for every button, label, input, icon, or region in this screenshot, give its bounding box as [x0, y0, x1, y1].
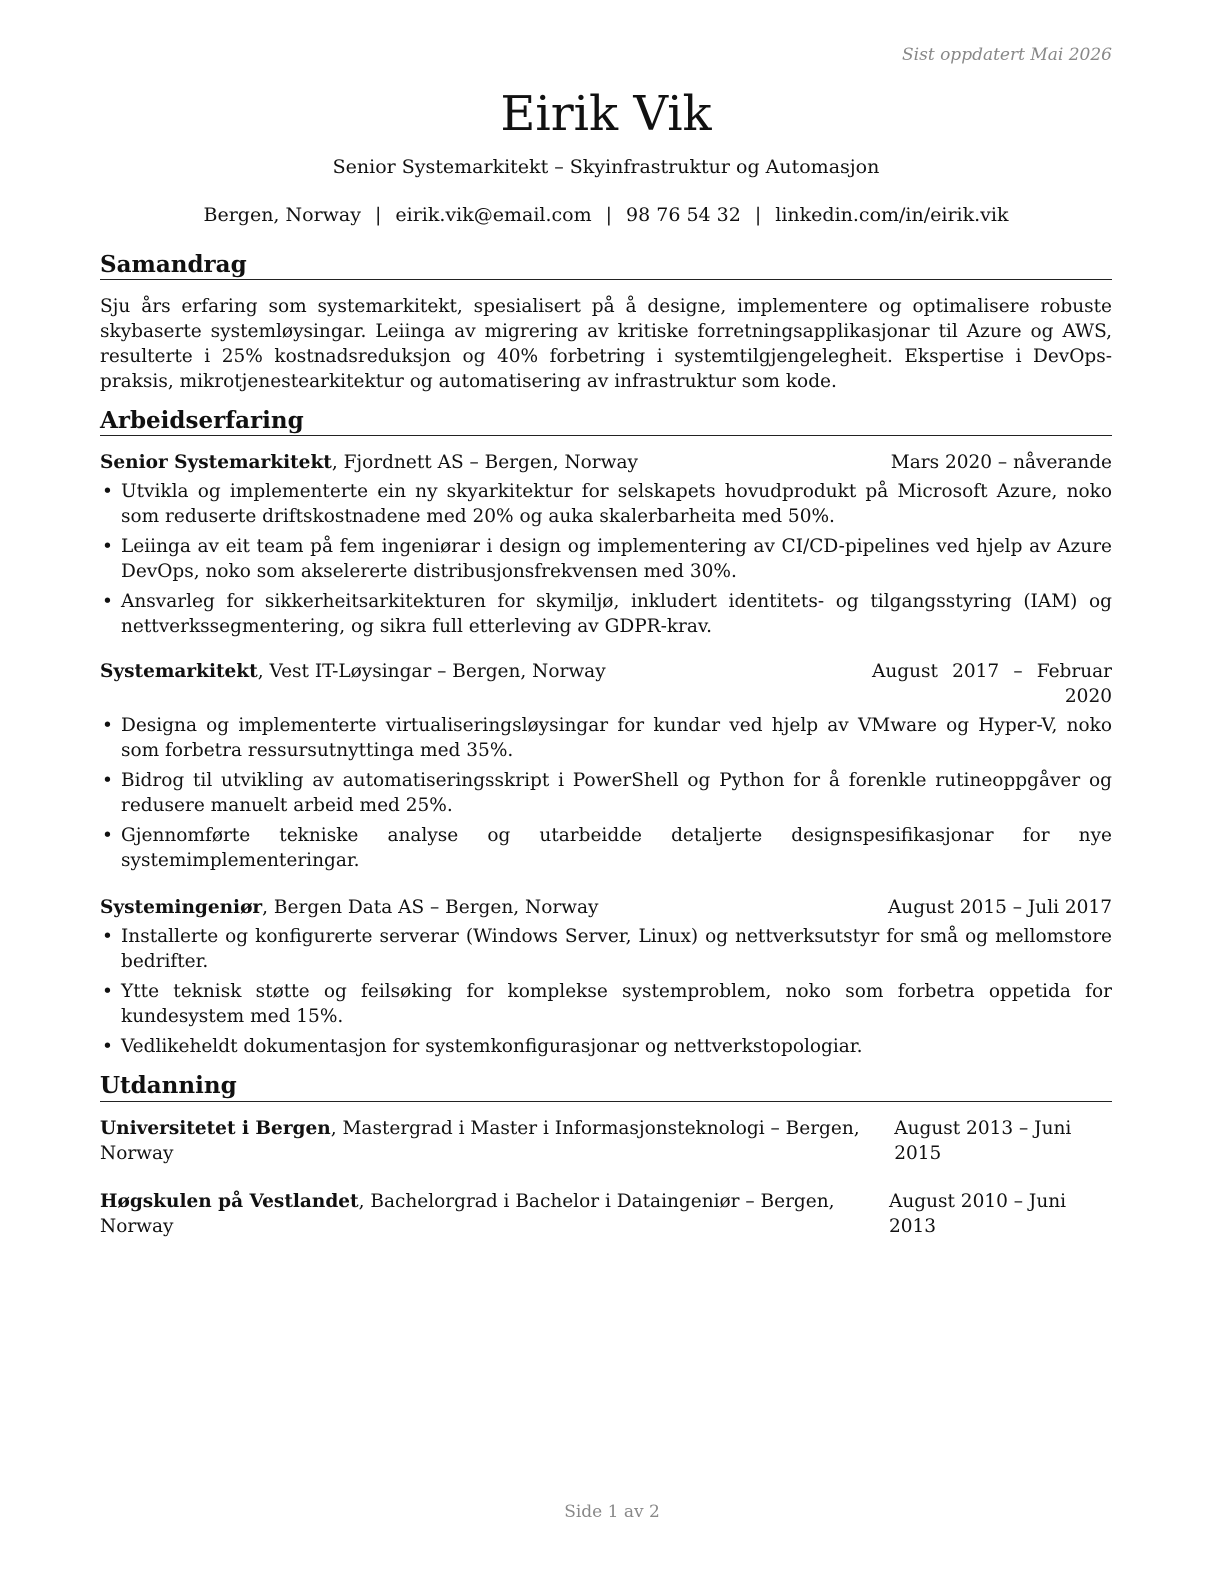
education-institution: Høgskulen på Vestlandet [100, 1190, 359, 1212]
contact-email[interactable]: eirik.vik@email.com [395, 203, 592, 226]
section-title-summary: Samandrag [100, 252, 1112, 280]
job-entry [100, 450, 1112, 639]
education-detail: , Bachelorgrad i Bachelor i Dataingeniør – Bergen, Norway [100, 1190, 835, 1237]
separator: | [605, 203, 613, 226]
bullet-item: • Installerte og konfigurerte serverar (Windows Server, Linux) og nettverksutstyr for små og mellomstore bedrifter. [100, 924, 1112, 974]
contact-line [100, 204, 1112, 226]
job-dates: Mars 2020 – nåverande [890, 452, 1112, 474]
job-header [100, 450, 1112, 475]
job-role: Senior Systemarkitekt [100, 452, 332, 474]
job-org: , Vest IT-Løysingar – Bergen, Norway [257, 661, 606, 683]
contact-phone[interactable]: 98 76 54 32 [626, 203, 741, 226]
education-detail: , Mastergrad i Master i Informasjonsteknologi – Bergen, Norway [100, 1117, 860, 1164]
education-dates: August 2010 – Juni 2013 [888, 1190, 1067, 1237]
job-dates: August 2015 – Juli 2017 [887, 897, 1112, 919]
headline: Senior Systemarkitekt – Skyinfrastruktur og Automasjon [332, 155, 880, 178]
contact-linkedin[interactable]: linkedin.com/in/eirik.vik [775, 203, 1009, 226]
job-org: , Fjordnett AS – Bergen, Norway [331, 452, 638, 474]
separator: | [374, 203, 382, 226]
job-dates: August 2017 – Februar 2020 [872, 661, 1112, 708]
bullet-item: • Gjennomførte tekniske analyse og utarbeidde detaljerte designspesifikasjonar for nye systemimplementeringar. [100, 823, 1112, 873]
bullet-item: • Utvikla og implementerte ein ny skyarkitektur for selskapets hovudprodukt på Microsoft Azure, noko som reduserte driftskostnadene med 20% og auka skalerbarheita med 50%. [100, 479, 1112, 529]
job-role: Systemingeniør [100, 897, 263, 919]
job-header [100, 895, 1112, 920]
section-title-education: Utdanning [100, 1073, 1112, 1101]
bullet-item: • Ytte teknisk støtte og feilsøking for komplekse systemproblem, noko som forbetra oppetida for kundesystem med 15%. [100, 979, 1112, 1029]
education-institution: Universitetet i Bergen [100, 1117, 331, 1139]
bullet-item: • Ansvarleg for sikkerheitsarkitekturen for skymiljø, inkludert identitets- og tilgangsstyring (IAM) og nettverkssegmentering, og sikra full etterleving av GDPR-krav. [100, 589, 1112, 639]
summary-text: Sju års erfaring som systemarkitekt, spesialisert på å designe, implementere og optimalisere robuste skybaserte systemløysingar. Leiinga av migrering av kritiske forretningsapplikasjonar til Azure og AWS, resulterte i 25% kostnadsreduksjon og 40% forbetring i systemtilgjengelegheit. Ekspertise i DevOps-praksis, mikrotjenestearkitektur og automatisering av infrastruktur som kode. [100, 296, 1112, 393]
experience-section [100, 408, 1112, 1059]
job-role: Systemarkitekt [100, 661, 258, 683]
person-name: Eirik Vik [500, 86, 712, 142]
bullet-item: • Leiinga av eit team på fem ingeniørar i design og implementering av CI/CD-pipelines ved hjelp av Azure DevOps, noko som akselererte distribusjonsfrekvensen med 30%. [100, 534, 1112, 584]
section-title-experience: Arbeidserfaring [100, 408, 1112, 436]
summary-section [100, 252, 1112, 394]
education-entry [100, 1189, 1112, 1239]
last-updated: Sist oppdatert Mai 2026 [902, 45, 1112, 65]
job-org: , Bergen Data AS – Bergen, Norway [262, 897, 599, 919]
bullet-item: • Vedlikeheldt dokumentasjon for systemkonfigurasjonar og nettverkstopologiar. [100, 1034, 1112, 1059]
bullet-item: • Designa og implementerte virtualiseringsløysingar for kundar ved hjelp av VMware og Hyper-V, noko som forbetra ressursutnyttinga med 35%. [100, 713, 1112, 763]
job-bullets [100, 479, 1112, 639]
page-number: Side 1 av 2 [564, 1502, 660, 1522]
job-entry [100, 895, 1112, 1059]
separator: | [754, 203, 762, 226]
job-bullets [100, 713, 1112, 873]
education-entry [100, 1116, 1112, 1166]
contact-location: Bergen, Norway [203, 203, 361, 226]
job-entry [100, 659, 1112, 873]
job-bullets [100, 924, 1112, 1059]
education-dates: August 2013 – Juni 2015 [894, 1117, 1072, 1164]
bullet-item: • Bidrog til utvikling av automatiseringsskript i PowerShell og Python for å forenkle rutineoppgåver og redusere manuelt arbeid med 25%. [100, 768, 1112, 818]
education-section [100, 1073, 1112, 1238]
job-header [100, 659, 1112, 709]
